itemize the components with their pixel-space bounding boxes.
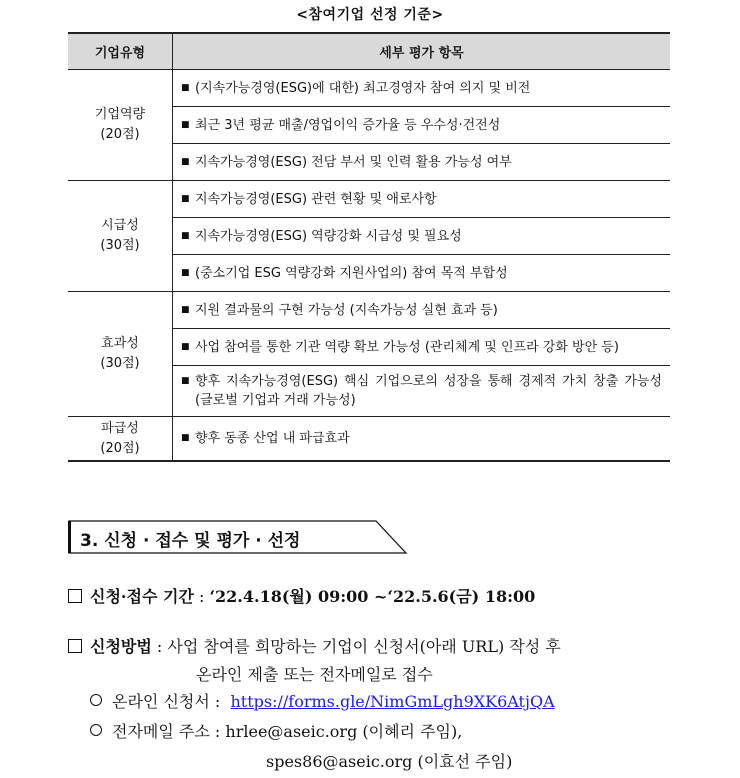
type-points: (30점) [100, 356, 140, 371]
email-label: 전자메일 주소 : [112, 722, 221, 741]
bullet-icon: ■ [181, 304, 190, 315]
type-name: 기업역량 [94, 107, 146, 122]
type-cell [68, 181, 173, 292]
online-form [90, 689, 555, 712]
header-company-type: 기업유형 [68, 33, 173, 70]
type-cell [68, 70, 173, 181]
bullet-icon: ■ [181, 82, 190, 93]
eval-item: ■ 향후 동종 산업 내 파급효과 [173, 417, 671, 462]
eval-item: ■ 향후 지속가능경영(ESG) 핵심 기업으로의 성장을 통해 경제적 가치 창출 가능성 (글로벌 기업과 거래 가능성) [173, 366, 671, 417]
table-caption: <참여기업 선정 기준> [296, 7, 444, 23]
bullet-icon: ■ [181, 433, 190, 443]
email-contact [90, 719, 462, 742]
bullet-icon: ■ [181, 193, 190, 204]
period-label: 신청·접수 기간 [90, 587, 194, 606]
type-points: (30점) [100, 238, 140, 253]
circle-bullet-icon [90, 694, 102, 706]
table-row [68, 417, 670, 462]
email-line1: hrlee@aseic.org (이혜리 주임), [225, 722, 463, 741]
bullet-icon: ■ [181, 156, 190, 167]
type-cell [68, 417, 173, 462]
type-name: 파급성 [101, 420, 139, 436]
type-name: 효과성 [101, 336, 139, 351]
section-title: 3. 신청 · 접수 및 평가 · 선정 [80, 531, 301, 551]
method-line2: 온라인 제출 또는 전자메일로 접수 [196, 665, 433, 684]
table-row [68, 292, 670, 329]
type-name: 시급성 [101, 218, 139, 233]
eval-item: ■ 최근 3년 평균 매출/영업이익 증가율 등 우수성·건전성 [173, 107, 671, 144]
email-line2: spes86@aseic.org (이효선 주임) [266, 752, 513, 771]
checkbox-square-icon [68, 589, 82, 603]
eval-item: ■ 지속가능경영(ESG) 전담 부서 및 인력 활용 가능성 여부 [173, 144, 671, 181]
circle-bullet-icon [90, 724, 102, 736]
eval-item: ■ 지원 결과물의 구현 가능성 (지속가능성 실현 효과 등) [173, 292, 671, 329]
application-period: 신청·접수 기간 : ‘22.4.18(월) 09:00 ~‘22.5.6(금) 18:00 [68, 584, 535, 607]
selection-criteria-table [68, 32, 670, 462]
bullet-icon: ■ [181, 267, 190, 278]
eval-item: ■ (지속가능경영(ESG)에 대한) 최고경영자 참여 의지 및 비전 [173, 70, 671, 107]
table-row [68, 181, 670, 218]
bullet-icon: ■ [181, 341, 190, 352]
table-row [68, 70, 670, 107]
period-value: ‘22.4.18(월) 09:00 ~‘22.5.6(금) 18:00 [209, 587, 536, 606]
type-points: (20점) [100, 127, 140, 142]
online-label: 온라인 신청서 : [112, 692, 221, 711]
bullet-icon: ■ [181, 230, 190, 241]
checkbox-square-icon [68, 639, 82, 653]
type-cell [68, 292, 173, 417]
type-points: (20점) [100, 440, 140, 456]
application-method: 신청방법 : 사업 참여를 희망하는 기업이 신청서(아래 URL) 작성 후 [68, 634, 561, 657]
bullet-icon: ■ [181, 119, 190, 130]
eval-item: ■ 지속가능경영(ESG) 관련 현황 및 애로사항 [173, 181, 671, 218]
bullet-icon: ■ [181, 376, 190, 386]
section-heading [68, 520, 408, 554]
method-line1: 사업 참여를 희망하는 기업이 신청서(아래 URL) 작성 후 [167, 637, 561, 656]
eval-item: ■ (중소기업 ESG 역량강화 지원사업의) 참여 목적 부합성 [173, 255, 671, 292]
eval-item: ■ 지속가능경영(ESG) 역량강화 시급성 및 필요성 [173, 218, 671, 255]
online-form-link[interactable]: https://forms.gle/NimGmLgh9XK6AtjQA [230, 692, 555, 711]
method-label: 신청방법 [90, 637, 152, 656]
eval-item: ■ 사업 참여를 통한 기관 역량 확보 가능성 (관리체계 및 인프라 강화 방안 등) [173, 329, 671, 366]
header-eval-items: 세부 평가 항목 [173, 33, 671, 70]
